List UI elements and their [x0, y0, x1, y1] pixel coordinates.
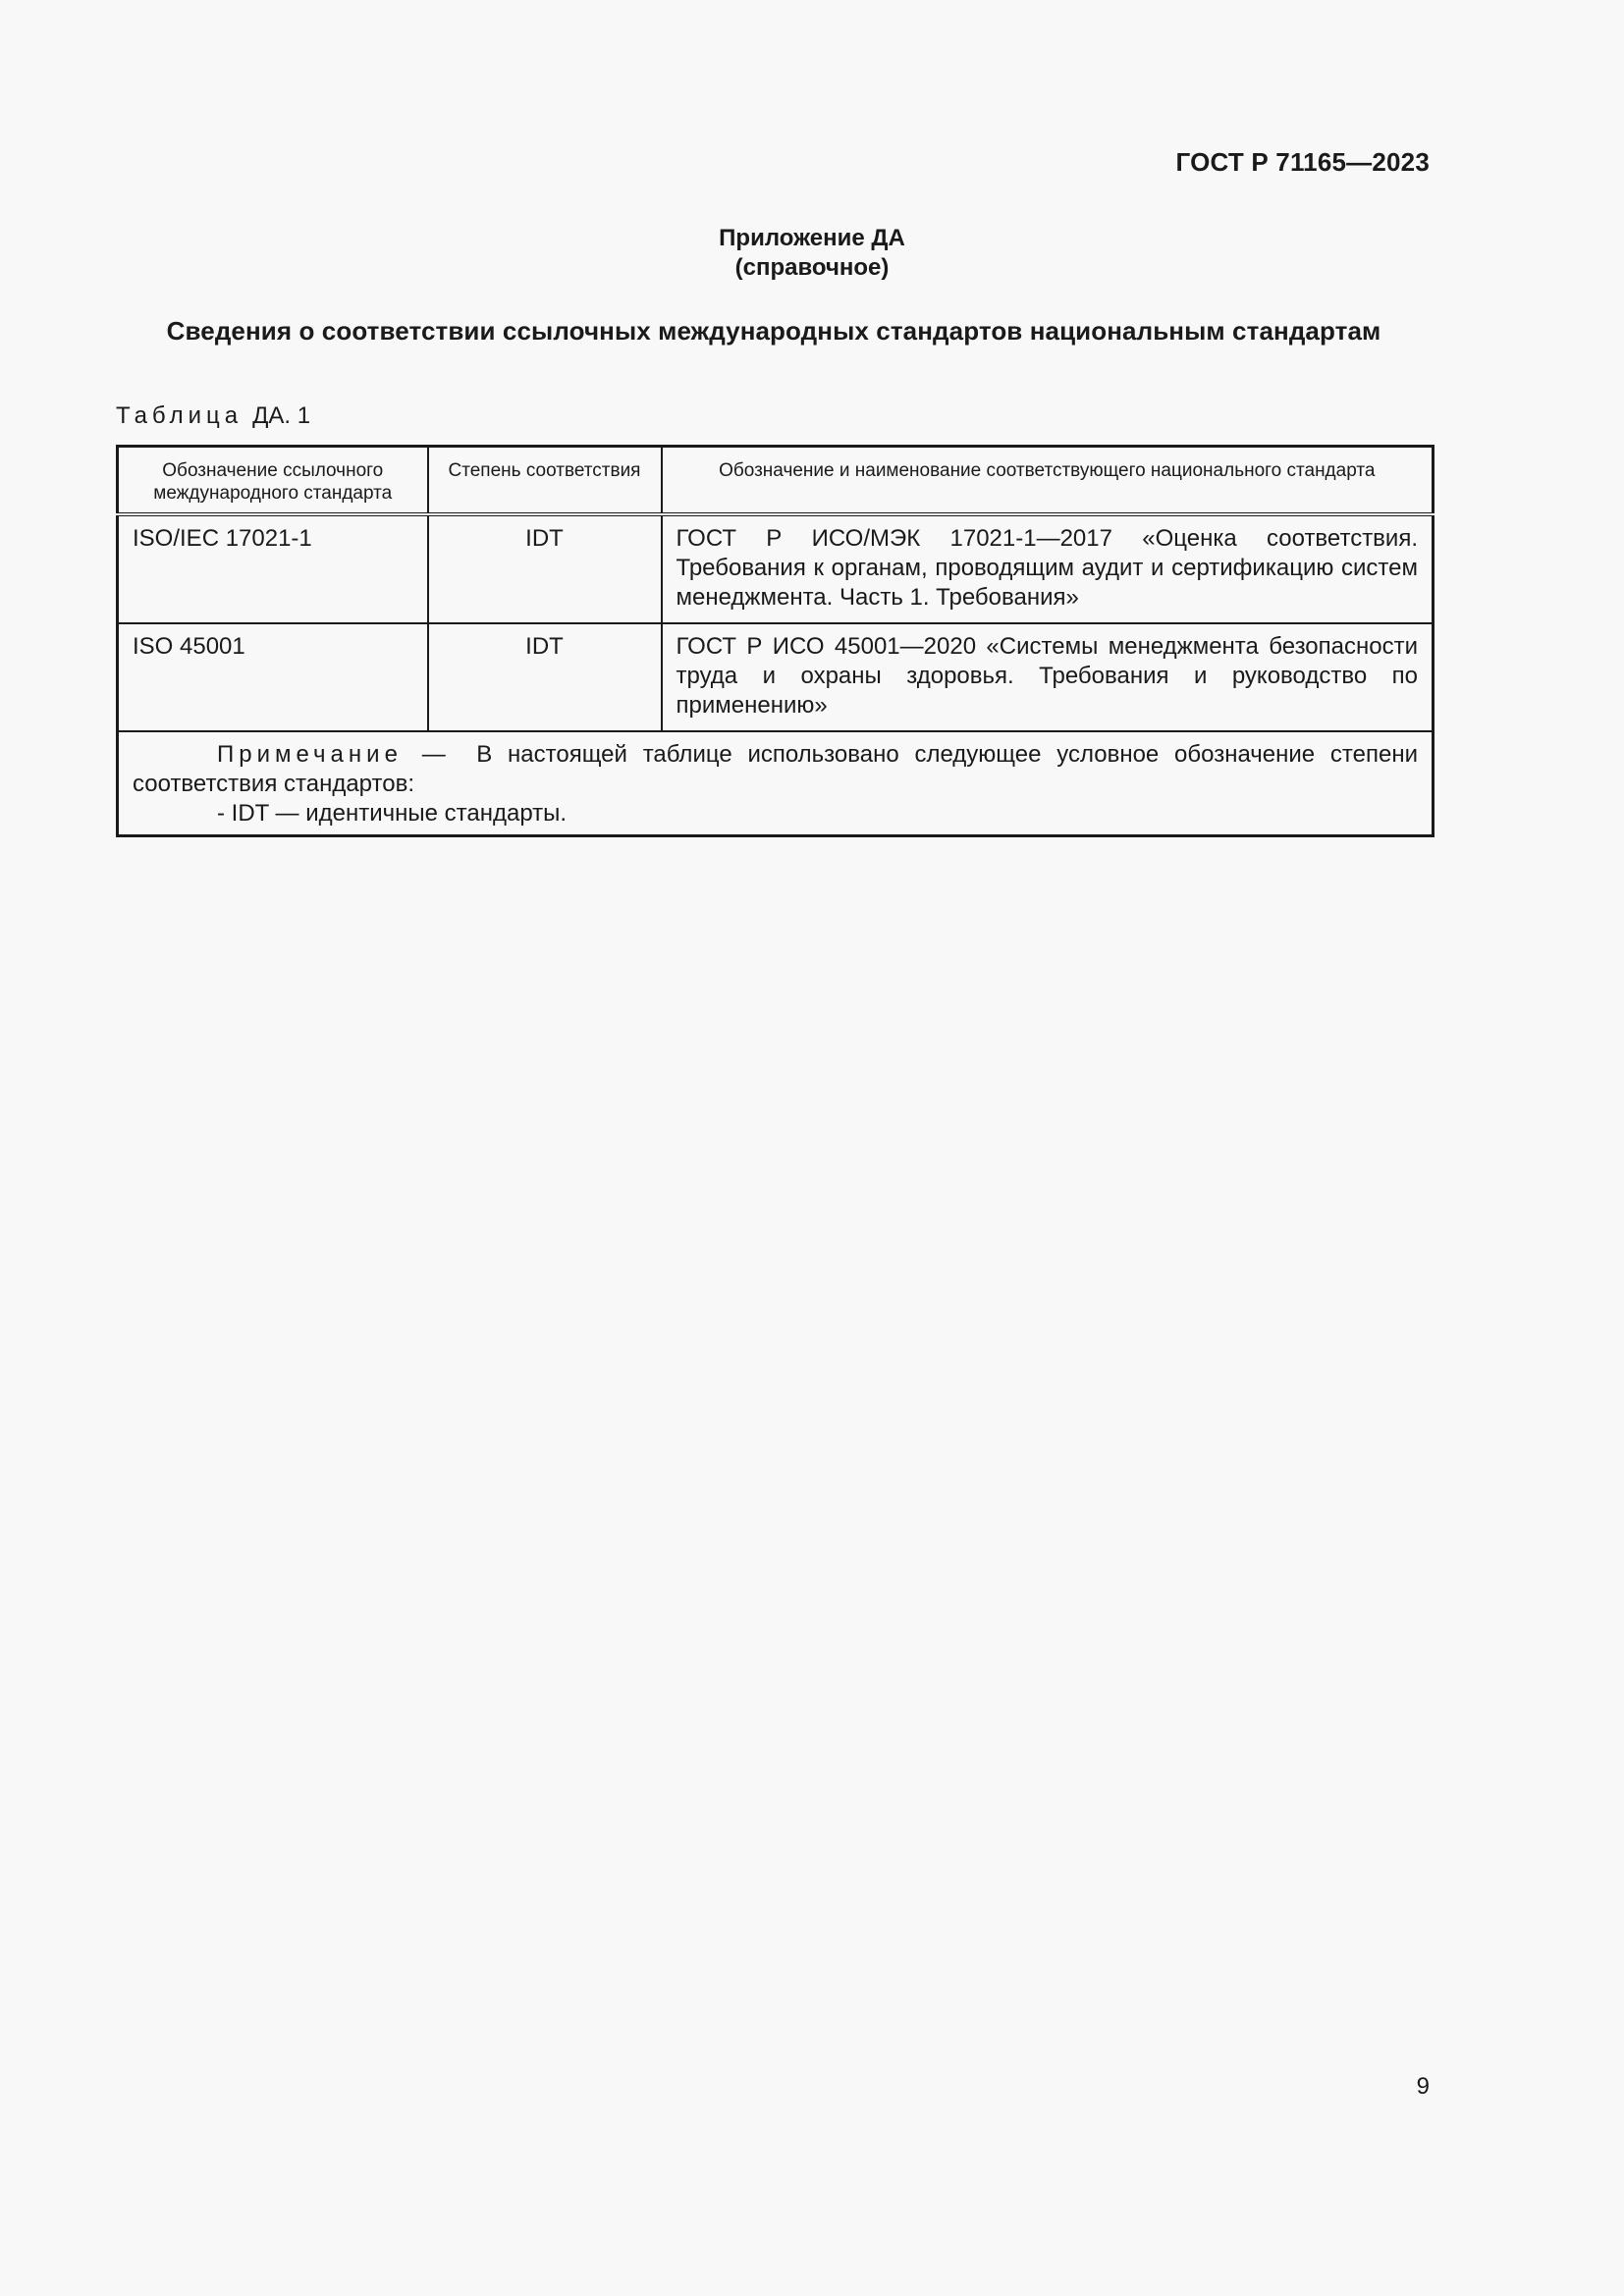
- note-paragraph: [133, 740, 1418, 799]
- page-number: 9: [1416, 2073, 1430, 2100]
- note-label: Примечание: [217, 741, 403, 768]
- column-header-ref: Обозначение ссылочного международного стандарта: [118, 447, 428, 515]
- table-header-row: [118, 447, 1434, 515]
- cell-degree: IDT: [428, 514, 662, 623]
- column-header-degree: Степень соответствия: [428, 447, 662, 515]
- note-list-item: - IDT — идентичные стандарты.: [217, 800, 568, 827]
- appendix-subtitle: (справочное): [734, 254, 890, 281]
- table-note-row: [118, 731, 1434, 836]
- note-text: В настоящей таблице использовано следующее условное обозначение степени соответствия стандартов:: [133, 741, 1419, 797]
- cell-degree: IDT: [428, 623, 662, 731]
- appendix-heading: [0, 224, 1624, 283]
- table-row: [118, 623, 1434, 731]
- table-caption-number: ДА. 1: [252, 402, 311, 429]
- note-dash: —: [421, 741, 446, 768]
- appendix-title: Приложение ДА: [719, 225, 905, 251]
- table-note: [118, 731, 1434, 836]
- cell-ref: ISO/IEC 17021-1: [118, 514, 428, 623]
- section-title: Сведения о соответствии ссылочных международных стандартов национальным стандартам: [166, 316, 1381, 346]
- correspondence-table: [116, 445, 1435, 837]
- cell-ref: ISO 45001: [118, 623, 428, 731]
- document-code: ГОСТ Р 71165—2023: [1175, 147, 1430, 177]
- cell-national: ГОСТ Р ИСО 45001—2020 «Системы менеджмента безопасности труда и охраны здоровья. Требования и руководство по применению»: [662, 623, 1434, 731]
- table-caption-label: Таблица: [116, 402, 244, 429]
- table-row: [118, 514, 1434, 623]
- column-header-national: Обозначение и наименование соответствующего национального стандарта: [662, 447, 1434, 515]
- cell-national: ГОСТ Р ИСО/МЭК 17021-1—2017 «Оценка соответствия. Требования к органам, проводящим аудит и сертификацию систем менеджмента. Часть 1. Требования»: [662, 514, 1434, 623]
- table-caption: [116, 402, 310, 430]
